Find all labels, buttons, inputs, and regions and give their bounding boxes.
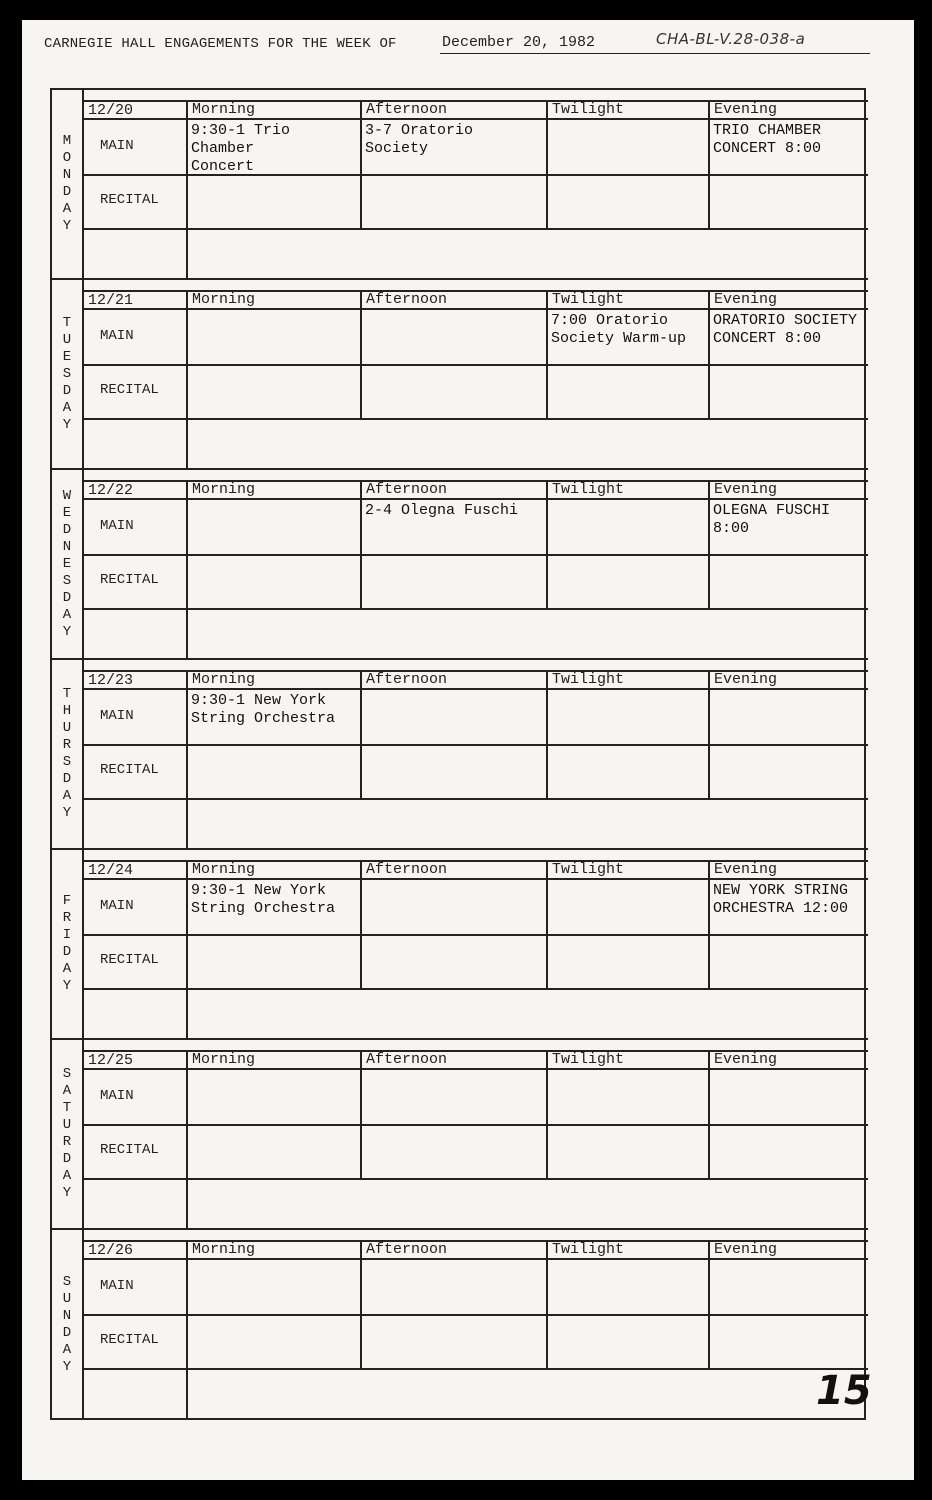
day-date: 12/22 <box>88 482 134 499</box>
day-letter: N <box>62 538 72 555</box>
main-morning-entry: 9:30-1 New York String Orchestra <box>191 882 336 917</box>
column-label-morning: Morning <box>192 101 256 118</box>
day-letter: I <box>62 927 72 943</box>
main-morning-entry: 9:30-1 New York String Orchestra <box>191 692 336 727</box>
header-row-bottom <box>82 1258 868 1260</box>
row-label-recital: RECITAL <box>100 1332 159 1348</box>
day-letter: D <box>62 521 72 538</box>
day-letter: U <box>62 331 72 348</box>
header-row-bottom <box>82 1068 868 1070</box>
date-underline <box>440 53 870 54</box>
header-row-bottom <box>82 688 868 690</box>
row-divider <box>82 608 868 610</box>
col-divider <box>546 480 548 608</box>
row-divider <box>82 554 868 556</box>
day-letter: N <box>62 1308 72 1324</box>
schedule-sheet <box>22 20 914 1480</box>
day-letter: T <box>62 686 72 702</box>
column-label-morning: Morning <box>192 1051 256 1068</box>
column-label-evening: Evening <box>714 1051 778 1068</box>
day-block <box>52 850 868 1040</box>
col-divider <box>186 100 188 278</box>
column-label-morning: Morning <box>192 1241 256 1258</box>
col-divider <box>546 100 548 228</box>
col-divider <box>708 670 710 798</box>
day-date: 12/24 <box>88 862 134 879</box>
column-label-evening: Evening <box>714 671 778 688</box>
day-letter: U <box>62 1291 72 1307</box>
day-letter: R <box>62 1134 72 1150</box>
column-label-twilight: Twilight <box>552 291 625 308</box>
day-letter: A <box>62 201 72 217</box>
day-letter: E <box>62 348 72 365</box>
column-label-afternoon: Afternoon <box>366 1241 448 1258</box>
col-divider <box>708 100 710 228</box>
row-divider <box>82 1178 868 1180</box>
row-label-recital: RECITAL <box>100 382 159 398</box>
day-name <box>52 470 84 658</box>
day-block <box>52 280 868 470</box>
col-divider <box>186 480 188 658</box>
col-divider <box>360 100 362 228</box>
column-label-afternoon: Afternoon <box>366 101 448 118</box>
col-divider <box>360 860 362 988</box>
column-label-evening: Evening <box>714 481 778 498</box>
day-letter: F <box>62 893 72 909</box>
main-evening-entry: OLEGNA FUSCHI 8:00 <box>713 502 831 537</box>
day-letter: A <box>62 606 72 623</box>
col-divider <box>546 860 548 988</box>
column-label-evening: Evening <box>714 101 778 118</box>
day-name <box>52 1040 84 1228</box>
column-label-afternoon: Afternoon <box>366 1051 448 1068</box>
column-label-evening: Evening <box>714 861 778 878</box>
column-label-twilight: Twilight <box>552 671 625 688</box>
row-label-recital: RECITAL <box>100 952 159 968</box>
column-label-evening: Evening <box>714 1241 778 1258</box>
day-letter: A <box>62 1083 72 1099</box>
main-afternoon-entry: 3-7 Oratorio Society <box>365 122 474 157</box>
header-row-bottom <box>82 118 868 120</box>
day-block <box>52 1230 868 1420</box>
day-letter: R <box>62 910 72 926</box>
col-divider <box>186 670 188 848</box>
row-label-recital: RECITAL <box>100 572 159 588</box>
day-letter: Y <box>62 1185 72 1201</box>
day-letter: S <box>62 754 72 770</box>
day-letter: A <box>62 961 72 977</box>
column-label-twilight: Twilight <box>552 101 625 118</box>
day-letter: H <box>62 703 72 719</box>
row-label-main: MAIN <box>100 708 134 724</box>
main-evening-entry: TRIO CHAMBER CONCERT 8:00 <box>713 122 822 157</box>
day-name <box>52 90 84 278</box>
column-label-morning: Morning <box>192 291 256 308</box>
day-letter: A <box>62 399 72 416</box>
day-block <box>52 1040 868 1230</box>
col-divider <box>360 1240 362 1368</box>
main-evening-entry: NEW YORK STRING ORCHESTRA 12:00 <box>713 882 849 917</box>
col-divider <box>360 290 362 418</box>
day-letter: A <box>62 788 72 804</box>
call-number: CHA-BL-V.28-038-a <box>656 30 806 48</box>
row-label-recital: RECITAL <box>100 1142 159 1158</box>
col-divider <box>708 290 710 418</box>
col-divider <box>186 290 188 468</box>
day-letter: E <box>62 555 72 572</box>
schedule-grid <box>50 88 866 1420</box>
day-letter: D <box>62 944 72 960</box>
column-label-afternoon: Afternoon <box>366 291 448 308</box>
day-letter: Y <box>62 623 72 640</box>
day-letter: Y <box>62 416 72 433</box>
col-divider <box>546 290 548 418</box>
row-label-main: MAIN <box>100 518 134 534</box>
day-letter: R <box>62 737 72 753</box>
col-divider <box>186 1240 188 1420</box>
day-letter: W <box>62 487 72 504</box>
col-divider <box>708 480 710 608</box>
day-date: 12/20 <box>88 102 134 119</box>
col-divider <box>186 1050 188 1228</box>
header-row-bottom <box>82 878 868 880</box>
day-letter: S <box>62 572 72 589</box>
day-block <box>52 470 868 660</box>
day-letter: S <box>62 1274 72 1290</box>
day-name <box>52 850 84 1038</box>
row-label-main: MAIN <box>100 138 134 154</box>
col-divider <box>360 480 362 608</box>
column-label-twilight: Twilight <box>552 481 625 498</box>
day-letter: D <box>62 184 72 200</box>
day-date: 12/26 <box>88 1242 134 1259</box>
column-label-afternoon: Afternoon <box>366 481 448 498</box>
row-label-main: MAIN <box>100 328 134 344</box>
day-name <box>52 660 84 848</box>
column-label-evening: Evening <box>714 291 778 308</box>
column-label-morning: Morning <box>192 481 256 498</box>
day-letter: Y <box>62 218 72 234</box>
day-letter: Y <box>62 1359 72 1375</box>
day-name <box>52 280 84 468</box>
week-date: December 20, 1982 <box>442 34 596 51</box>
day-letter: T <box>62 1100 72 1116</box>
day-block <box>52 90 868 280</box>
row-label-main: MAIN <box>100 1088 134 1104</box>
day-name <box>52 1230 84 1420</box>
column-label-afternoon: Afternoon <box>366 671 448 688</box>
column-label-morning: Morning <box>192 861 256 878</box>
row-label-recital: RECITAL <box>100 762 159 778</box>
column-label-twilight: Twilight <box>552 1051 625 1068</box>
row-divider <box>82 1368 868 1370</box>
column-label-afternoon: Afternoon <box>366 861 448 878</box>
day-letter: M <box>62 133 72 149</box>
column-label-twilight: Twilight <box>552 861 625 878</box>
main-twilight-entry: 7:00 Oratorio Society Warm-up <box>551 312 687 347</box>
col-divider <box>546 670 548 798</box>
main-evening-entry: ORATORIO SOCIETY CONCERT 8:00 <box>713 312 858 347</box>
day-letter: A <box>62 1342 72 1358</box>
header-row-bottom <box>82 498 868 500</box>
day-letter: D <box>62 1325 72 1341</box>
day-letter: U <box>62 1117 72 1133</box>
page-number: 15 <box>816 1368 872 1414</box>
row-divider <box>82 988 868 990</box>
day-letter: D <box>62 771 72 787</box>
day-letter: O <box>62 150 72 166</box>
row-label-main: MAIN <box>100 1278 134 1294</box>
row-divider <box>82 364 868 366</box>
main-afternoon-entry: 2-4 Olegna Fuschi <box>365 502 519 519</box>
row-divider <box>82 744 868 746</box>
day-letter: T <box>62 314 72 331</box>
row-label-main: MAIN <box>100 898 134 914</box>
day-letter: S <box>62 365 72 382</box>
col-divider <box>360 1050 362 1178</box>
row-divider <box>82 1124 868 1126</box>
sheet-title: CARNEGIE HALL ENGAGEMENTS FOR THE WEEK OF <box>44 36 397 52</box>
day-letter: Y <box>62 805 72 821</box>
day-date: 12/23 <box>88 672 134 689</box>
row-divider <box>82 228 868 230</box>
day-letter: N <box>62 167 72 183</box>
row-divider <box>82 418 868 420</box>
day-date: 12/21 <box>88 292 134 309</box>
row-divider <box>82 934 868 936</box>
day-date: 12/25 <box>88 1052 134 1069</box>
col-divider <box>708 860 710 988</box>
col-divider <box>360 670 362 798</box>
col-divider <box>708 1240 710 1368</box>
row-divider <box>82 1314 868 1316</box>
col-divider <box>708 1050 710 1178</box>
main-morning-entry: 9:30-1 Trio Chamber Concert <box>191 122 291 175</box>
day-letter: D <box>62 589 72 606</box>
col-divider <box>546 1050 548 1178</box>
day-block <box>52 660 868 850</box>
day-letter: U <box>62 720 72 736</box>
row-label-recital: RECITAL <box>100 192 159 208</box>
header-row-bottom <box>82 308 868 310</box>
col-divider <box>186 860 188 1038</box>
day-letter: S <box>62 1066 72 1082</box>
day-letter: A <box>62 1168 72 1184</box>
column-label-morning: Morning <box>192 671 256 688</box>
col-divider <box>546 1240 548 1368</box>
day-letter: D <box>62 1151 72 1167</box>
column-label-twilight: Twilight <box>552 1241 625 1258</box>
day-letter: Y <box>62 978 72 994</box>
day-letter: D <box>62 382 72 399</box>
row-divider <box>82 798 868 800</box>
day-letter: E <box>62 504 72 521</box>
